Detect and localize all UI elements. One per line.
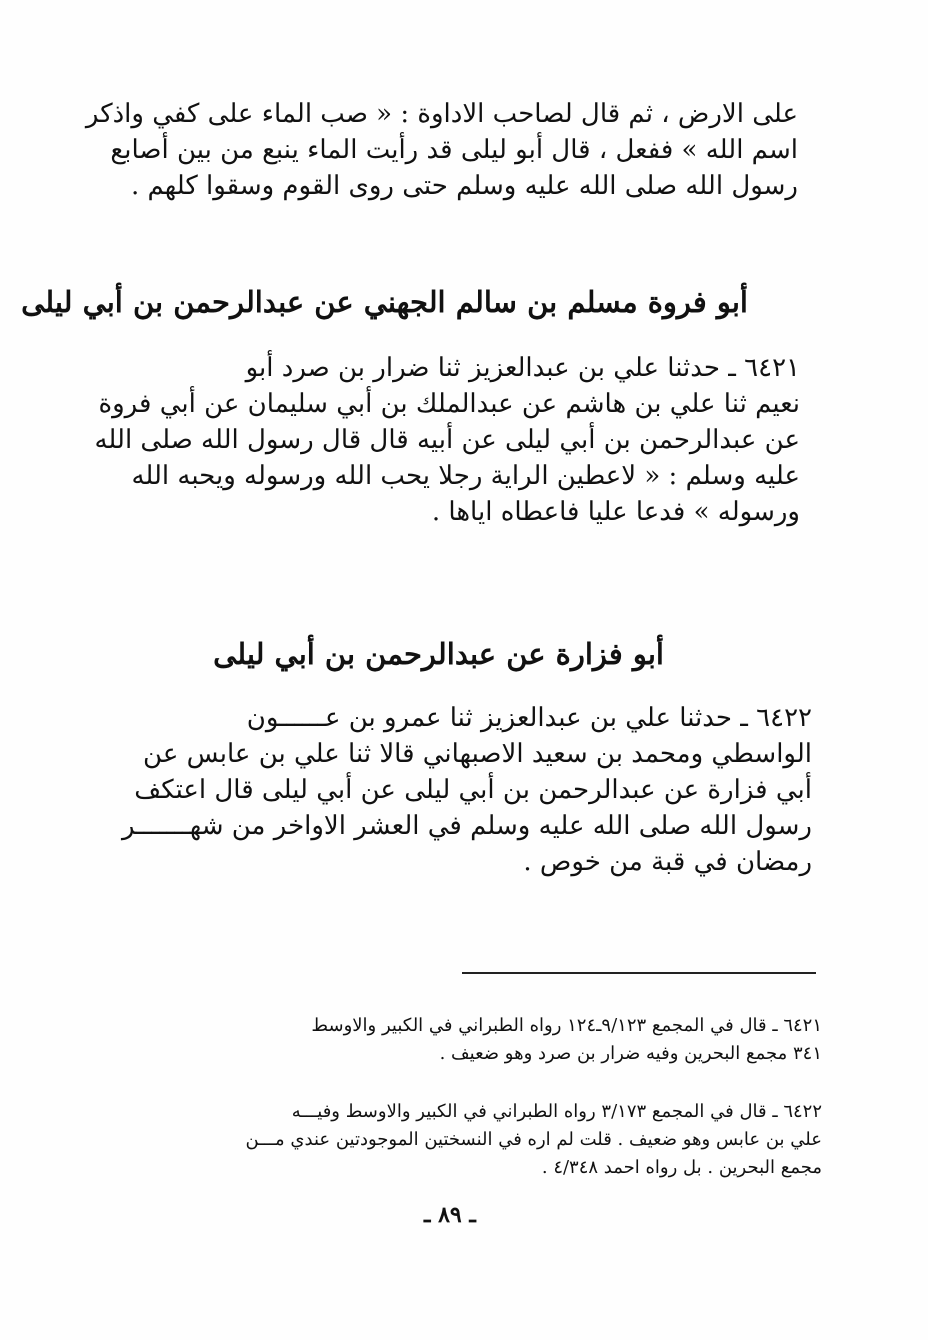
hadith-line: عليه وسلم : « لاعطين الراية رجلا يحب الله ورسوله ويحبه الله (131, 461, 800, 491)
hadith-line: ورسوله » فدعا عليا فاعطاه اياها . (431, 497, 800, 527)
footnote-line: مجمع البحرين . بل رواه احمد ٤/٣٤٨ . (541, 1157, 822, 1178)
hadith-line: رمضان في قبة من خوص . (523, 847, 812, 877)
section-heading-abu-fazara: أبو فزارة عن عبدالرحمن بن أبي ليلى (213, 637, 664, 671)
paragraph-continuation (76, 96, 798, 204)
footnote-separator (462, 972, 816, 974)
paragraph-line: رسول الله صلى الله عليه وسلم حتى روى القوم وسقوا كلهم . (130, 171, 798, 201)
hadith-6422 (100, 700, 812, 880)
footnote-line: ٦٤٢٢ ـ قال في المجمع ٣/١٧٣ رواه الطبراني في الكبير والاوسط وفيـــه (291, 1101, 822, 1122)
paragraph-line: على الارض ، ثم قال لصاحب الاداوة : « صب الماء على كفي واذكر (85, 99, 798, 129)
hadith-6421 (80, 350, 800, 530)
footnote-line: ٦٤٢١ ـ قال في المجمع ٩/١٢٣ـ١٢٤ رواه الطبراني في الكبير والاوسط (311, 1015, 822, 1036)
hadith-line: ٦٤٢١ ـ حدثنا علي بن عبدالعزيز ثنا ضرار بن صرد أبو (245, 353, 800, 383)
hadith-line: عن عبدالرحمن بن أبي ليلى عن أبيه قال قال رسول الله صلى الله (94, 425, 800, 455)
paragraph-line: اسم الله » ففعل ، قال أبو ليلى قد رأيت الماء ينبع من بين أصابع (110, 135, 798, 165)
hadith-line: أبي فزارة عن عبدالرحمن بن أبي ليلى عن أبي ليلى قال اعتكف (134, 775, 812, 805)
footnote-line: علي بن عابس وهو ضعيف . قلت لم اره في النسختين الموجودتين عندي مـــن (245, 1129, 822, 1150)
hadith-line: الواسطي ومحمد بن سعيد الاصبهاني قالا ثنا علي بن عابس عن (143, 739, 812, 769)
footnote-6422 (110, 1098, 822, 1182)
hadith-line: نعيم ثنا علي بن هاشم عن عبدالملك بن أبي سليمان عن أبي فروة (98, 389, 800, 419)
section-heading-abu-farwa: أبو فروة مسلم بن سالم الجهني عن عبدالرحمن بن أبي ليلى (21, 285, 748, 319)
hadith-line: ٦٤٢٢ ـ حدثنا علي بن عبدالعزيز ثنا عمرو بن عــــــون (246, 703, 812, 733)
page-number: ـ ٨٩ ـ (424, 1202, 476, 1228)
footnote-6421 (110, 1012, 822, 1068)
hadith-line: رسول الله صلى الله عليه وسلم في العشر الاواخر من شهـــــــر (122, 811, 812, 841)
footnote-line: ٣٤١ مجمع البحرين وفيه ضرار بن صرد وهو ضعيف . (439, 1043, 822, 1064)
